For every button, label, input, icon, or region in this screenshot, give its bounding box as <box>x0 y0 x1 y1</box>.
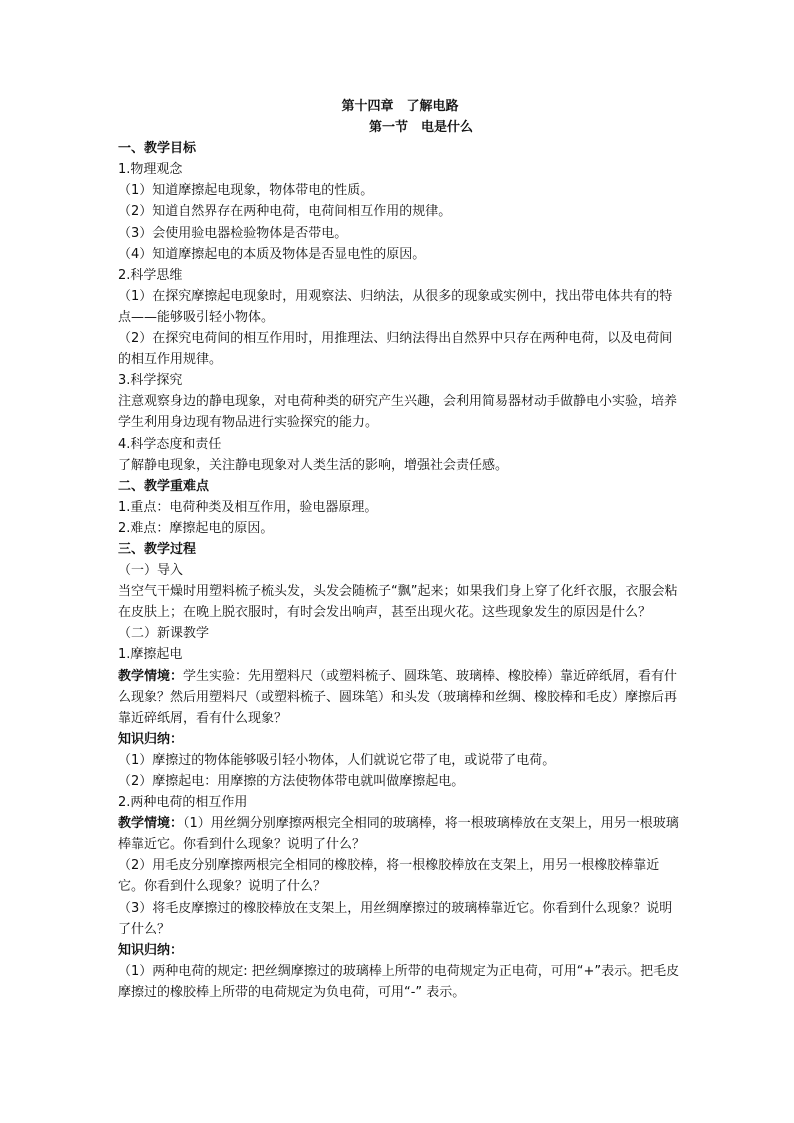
paragraph-text: 知识归纳： <box>118 942 184 958</box>
paragraph-text: （4）知道摩擦起电的本质及物体是否显电性的原因。 <box>118 246 426 262</box>
paragraph-text: 1.物理观念 <box>118 162 183 178</box>
paragraph-text: 注意观察身边的静电现象，对电荷种类的研究产生兴趣，会利用简易器材动手做静电小实验，培养学生利用身边现有物品进行实验探究的能力。 <box>118 394 678 431</box>
section-title: 第一节 电是什么 <box>368 120 473 136</box>
paragraph-text: （1）用丝绸分别摩擦两根完全相同的玻璃棒，将一根玻璃棒放在支架上，用另一根玻璃棒靠近它。你看到什么现象？说明了什么？ <box>118 816 679 853</box>
chapter-title: 第十四章 了解电路 <box>341 99 459 114</box>
paragraph <box>118 644 682 665</box>
paragraph <box>118 560 682 581</box>
paragraph <box>118 898 682 940</box>
paragraph-text: （二）新课教学 <box>118 626 210 642</box>
paragraph <box>118 750 682 771</box>
paragraph-text: 了解静电现象，关注静电现象对人类生活的影响，增强社会责任感。 <box>118 457 509 473</box>
paragraph-text: 一、教学目标 <box>118 141 197 157</box>
paragraph-text: 学生实验：先用塑料尺（或塑料梳子、圆珠笔、玻璃棒、橡胶棒）靠近碎纸屑，看有什么现象？然后用塑料尺（或塑料梳子、圆珠笔）和头发（玻璃棒和丝绸、橡胶棒和毛皮）摩擦后再靠近碎纸屑，看有什么现象？ <box>118 668 678 726</box>
paragraph-text: （3）将毛皮摩擦过的橡胶棒放在支架上，用丝绸摩擦过的玻璃棒靠近它。你看到什么现象？说明了什么？ <box>118 900 673 937</box>
paragraph <box>118 201 682 222</box>
paragraph-text: （1）摩擦过的物体能够吸引轻小物体，人们就说它带了电，或说带了电荷。 <box>118 752 556 768</box>
paragraph-text: （1）知道摩擦起电现象，物体带电的性质。 <box>118 183 374 199</box>
paragraph-text: 三、教学过程 <box>118 541 197 557</box>
paragraph-text: 1.重点：电荷种类及相互作用，验电器原理。 <box>118 499 378 515</box>
paragraph <box>118 623 682 644</box>
paragraph <box>118 244 682 265</box>
document-body <box>118 138 682 1003</box>
paragraph-text: （一）导入 <box>118 563 184 579</box>
paragraph-text: （2）知道自然界存在两种电荷，电荷间相互作用的规律。 <box>118 204 452 220</box>
paragraph <box>118 434 682 455</box>
paragraph <box>118 455 682 476</box>
paragraph-text: （1）两种电荷的规定: 把丝绸摩擦过的玻璃棒上所带的电荷规定为正电荷，可用“+”表示。把毛皮摩擦过的橡胶棒上所带的电荷规定为负电荷，可用“-” 表示。 <box>118 963 680 1000</box>
paragraph <box>118 223 682 244</box>
paragraph <box>118 581 682 623</box>
paragraph-text: 3.科学探究 <box>118 373 183 389</box>
paragraph-text: 2.两种电荷的相互作用 <box>118 795 248 811</box>
paragraph <box>118 792 682 813</box>
paragraph <box>118 813 682 855</box>
paragraph-lead: 教学情境： <box>118 816 184 832</box>
paragraph <box>118 497 682 518</box>
paragraph-text: （2）摩擦起电：用摩擦的方法使物体带电就叫做摩擦起电。 <box>118 774 465 789</box>
paragraph-text: 当空气干燥时用塑料梳子梳头发，头发会随梳子“飘”起来；如果我们身上穿了化纤衣服，衣服会粘在皮肤上；在晚上脱衣服时，有时会发出响声，甚至出现火花。这些现象发生的原因是什么？ <box>118 584 678 621</box>
paragraph-lead: 教学情境： <box>118 668 184 684</box>
paragraph <box>118 771 682 792</box>
paragraph-text: （1）在探究摩擦起电现象时，用观察法、归纳法，从很多的现象或实例中，找出带电体共有的特点——能够吸引轻小物体。 <box>118 288 673 325</box>
paragraph <box>118 518 682 539</box>
paragraph-text: （2）用毛皮分别摩擦两根完全相同的橡胶棒，将一根橡胶棒放在支架上，用另一根橡胶棒靠近它。你看到什么现象？说明了什么？ <box>118 858 660 895</box>
paragraph-text: 二、教学重难点 <box>118 478 210 494</box>
paragraph <box>118 328 682 370</box>
paragraph <box>118 539 682 560</box>
paragraph <box>118 855 682 897</box>
paragraph-text: （3）会使用验电器检验物体是否带电。 <box>118 225 348 241</box>
paragraph <box>118 180 682 201</box>
paragraph <box>118 159 682 180</box>
paragraph-text: 4.科学态度和责任 <box>118 436 222 452</box>
paragraph <box>118 286 682 328</box>
paragraph <box>118 940 682 961</box>
paragraph <box>118 729 682 750</box>
paragraph-text: 2.难点：摩擦起电的原因。 <box>118 520 274 536</box>
paragraph <box>118 391 682 433</box>
paragraph <box>118 265 682 286</box>
paragraph <box>118 666 682 729</box>
paragraph <box>118 370 682 391</box>
paragraph <box>118 961 682 1003</box>
paragraph <box>118 138 682 159</box>
paragraph-text: 2.科学思维 <box>118 267 183 283</box>
paragraph <box>118 476 682 497</box>
paragraph-text: （2）在探究电荷间的相互作用时，用推理法、归纳法得出自然界中只存在两种电荷，以及电荷间的相互作用规律。 <box>118 331 673 368</box>
paragraph-text: 1.摩擦起电 <box>118 647 183 663</box>
document-page <box>118 96 682 1003</box>
paragraph-text: 知识归纳： <box>118 731 184 747</box>
